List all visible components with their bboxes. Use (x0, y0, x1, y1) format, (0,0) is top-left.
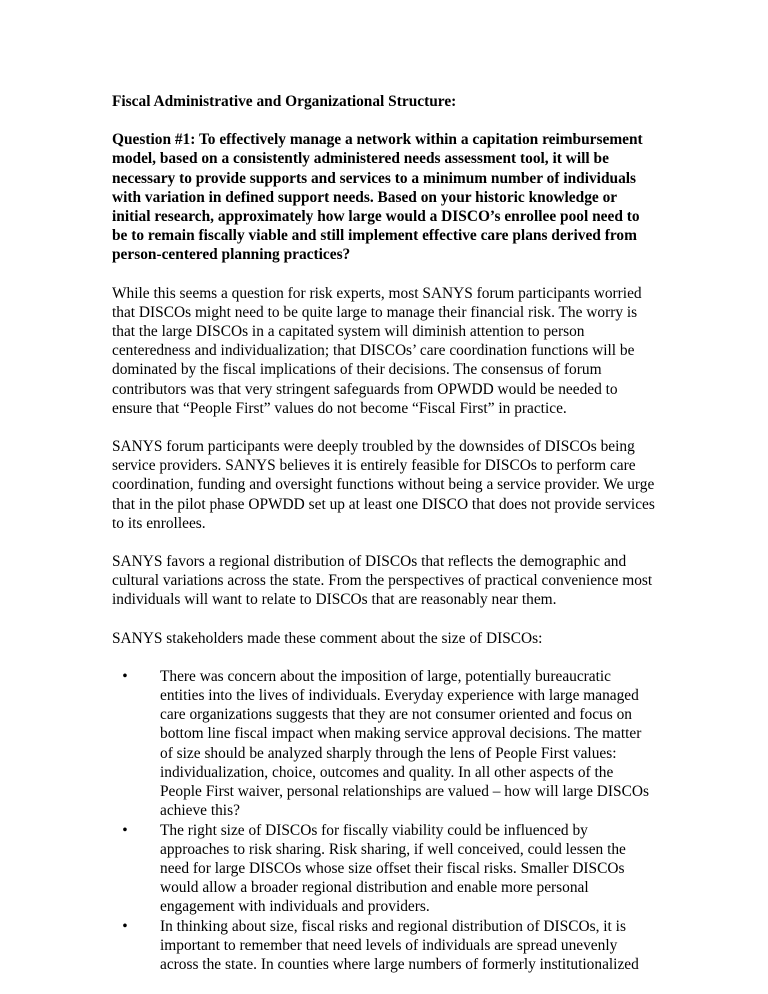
paragraph: SANYS stakeholders made these comment about the size of DISCOs: (112, 629, 543, 647)
document-page (112, 92, 656, 974)
section-heading: Fiscal Administrative and Organizational Structure: (112, 93, 457, 110)
list-item (112, 917, 656, 975)
list-item (112, 821, 656, 917)
list-item-text: In thinking about size, fiscal risks and regional distribution of DISCOs, it is important to remember that need levels of individuals are spread unevenly across the state. In counties where large numbers of formerly institutionalized (160, 917, 639, 973)
bullet-icon: • (122, 917, 128, 935)
bullet-icon: • (122, 667, 128, 685)
list-item-text: The right size of DISCOs for fiscally viability could be influenced by approaches to risk sharing. Risk sharing, if well conceived, could lessen the need for large DISCOs whose size offset their fiscal risks. Smaller DISCOs would allow a broader regional distribution and enable more personal engagement with individuals and providers. (160, 821, 626, 916)
comment-list (112, 667, 656, 974)
paragraph: While this seems a question for risk experts, most SANYS forum participants worried that DISCOs might need to be quite large to manage their financial risk. The worry is that the large DISCOs in a capitated system will diminish attention to person centeredness and individualization; that DISCOs’ care coordination functions will be dominated by the fiscal implications of their decisions. The consensus of forum contributors was that very stringent safeguards from OPWDD would be needed to ensure that “People First” values do not become “Fiscal First” in practice. (112, 284, 642, 417)
list-item-text: There was concern about the imposition of large, potentially bureaucratic entities into the lives of individuals. Everyday experience with large managed care organizations suggests that they are not consumer oriented and focus on bottom line fiscal impact when making service approval decisions. The matter of size should be analyzed sharply through the lens of People First values: individualization, choice, outcomes and quality. In all other aspects of the People First waiver, personal relationships are valued – how will large DISCOs achieve this? (160, 667, 649, 820)
list-item (112, 667, 656, 821)
paragraph: SANYS favors a regional distribution of DISCOs that reflects the demographic and cultural variations across the state. From the perspectives of practical convenience most individuals will want to relate to DISCOs that are reasonably near them. (112, 553, 653, 609)
bullet-icon: • (122, 821, 128, 839)
paragraph: SANYS forum participants were deeply troubled by the downsides of DISCOs being service providers. SANYS believes it is entirely feasible for DISCOs to perform care coordination, funding and oversight functions without being a service provider. We urge that in the pilot phase OPWDD set up at least one DISCO that does not provide services to its enrollees. (112, 438, 655, 532)
question-text: Question #1: To effectively manage a network within a capitation reimbursement model, based on a consistently administered needs assessment tool, it will be necessary to provide supports and services to a minimum number of individuals with variation in defined support needs. Based on your historic knowledge or initial research, approximately how large would a DISCO’s enrollee pool need to be to remain fiscally viable and still implement effective care plans derived from person-centered planning practices? (112, 131, 643, 264)
